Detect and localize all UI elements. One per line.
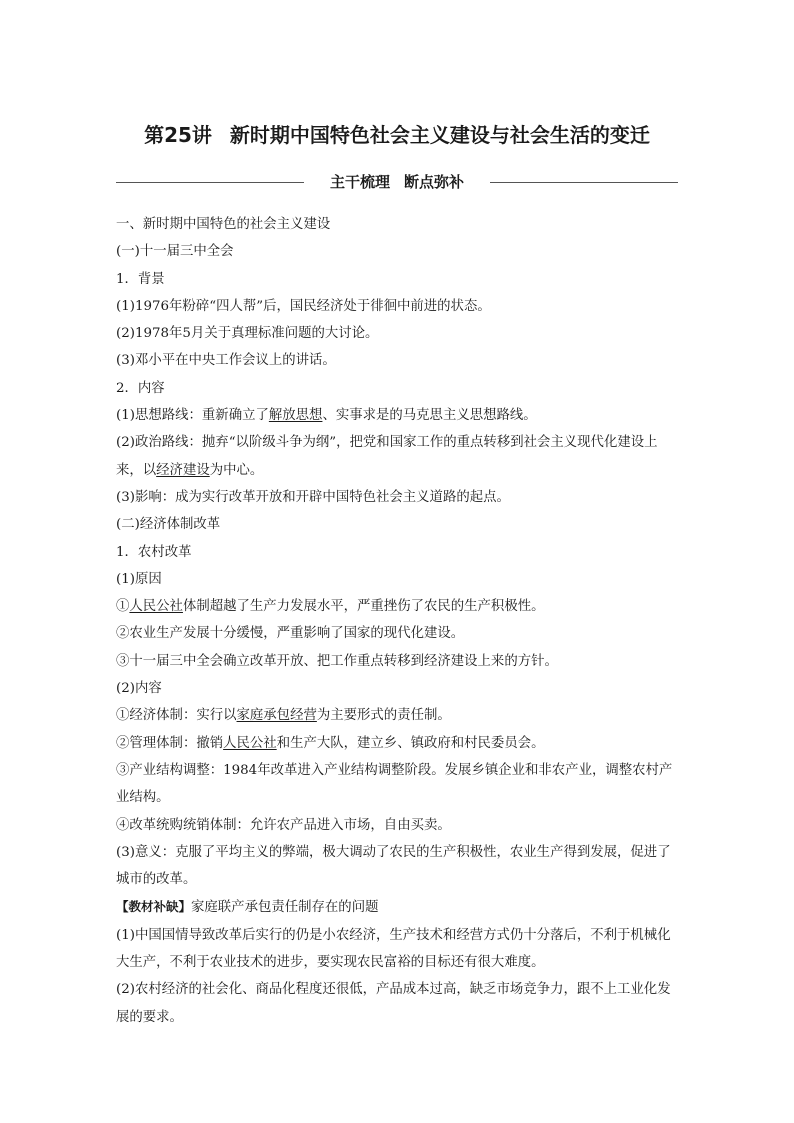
paragraph: ④改革统购统销体制：允许农产品进入市场，自由买卖。: [116, 817, 451, 833]
paragraph: ①人民公社体制超越了生产力发展水平，严重挫伤了农民的生产积极性。: [116, 599, 545, 615]
paragraph: (2)农村经济的社会化、商品化程度还很低，产品成本过高，缺乏市场竞争力，跟不上工业化发展的要求。: [116, 982, 671, 1025]
paragraph: (1)1976年粉碎“四人帮”后，国民经济处于徘徊中前进的状态。: [116, 298, 491, 314]
section-label: 主干梳理 断点弥补: [329, 173, 465, 191]
paragraph: (1)原因: [116, 571, 162, 587]
supplement-heading: [116, 893, 681, 921]
underlined-term: 人民公社: [129, 599, 183, 615]
paragraph: ②管理体制：撤销人民公社和生产大队，建立乡、镇政府和村民委员会。: [116, 735, 545, 751]
underlined-term: 经济建设: [156, 462, 210, 478]
heading-3: 1．农村改革: [116, 544, 192, 560]
heading-2: (一)十一届三中全会: [116, 244, 234, 260]
paragraph: ①经济体制：实行以家庭承包经营为主要形式的责任制。: [116, 708, 451, 724]
paragraph: ③十一届三中全会确立改革开放、把工作重点转移到经济建设上来的方针。: [116, 653, 558, 669]
paragraph: ②农业生产发展十分缓慢，严重影响了国家的现代化建设。: [116, 626, 465, 642]
section-divider: [116, 170, 678, 194]
divider-line-right: [490, 182, 678, 183]
lecture-name: 新时期中国特色社会主义建设与社会生活的变迁: [229, 123, 650, 147]
paragraph: (1)思想路线：重新确立了解放思想、实事求是的马克思主义思想路线。: [116, 408, 537, 424]
heading-2: (二)经济体制改革: [116, 517, 221, 533]
paragraph: (1)中国国情导致改革后实行的仍是小农经济，生产技术和经营方式仍十分落后，不利于机械化大生产，不利于农业技术的进步，要实现农民富裕的目标还有很大难度。: [116, 927, 671, 971]
paragraph: ③产业结构调整：1984年改革进入产业结构调整阶段。发展乡镇企业和非农产业，调整农村产业结构。: [116, 762, 673, 806]
document-body: [116, 211, 681, 1031]
paragraph: (2)1978年5月关于真理标准问题的大讨论。: [116, 326, 379, 342]
paragraph: (3)邓小平在中央工作会议上的讲话。: [116, 353, 336, 369]
heading-1: 一、新时期中国特色的社会主义建设: [116, 217, 331, 232]
heading-3: 1．背景: [116, 271, 165, 287]
supplement-tag: 【教材补缺】: [116, 899, 192, 915]
paragraph: (2)政治路线：抛弃“以阶级斗争为纲”，把党和国家工作的重点转移到社会主义现代化建设上来，以经济建设为中心。: [116, 435, 658, 478]
paragraph: (3)影响：成为实行改革开放和开辟中国特色社会主义道路的起点。: [116, 489, 510, 505]
paragraph: (2)内容: [116, 681, 162, 697]
paragraph: (3)意义：克服了平均主义的弊端，极大调动了农民的生产积极性，农业生产得到发展，促进了城市的改革。: [116, 844, 671, 888]
underlined-term: 家庭承包经营: [236, 708, 317, 724]
page-title: [0, 121, 794, 149]
lecture-number: 第25讲: [144, 123, 212, 147]
underlined-term: 人民公社: [223, 735, 277, 751]
heading-3: 2．内容: [116, 380, 165, 396]
underlined-term: 解放思想: [268, 408, 323, 424]
supplement-title: 家庭联产承包责任制存在的问题: [191, 900, 379, 916]
